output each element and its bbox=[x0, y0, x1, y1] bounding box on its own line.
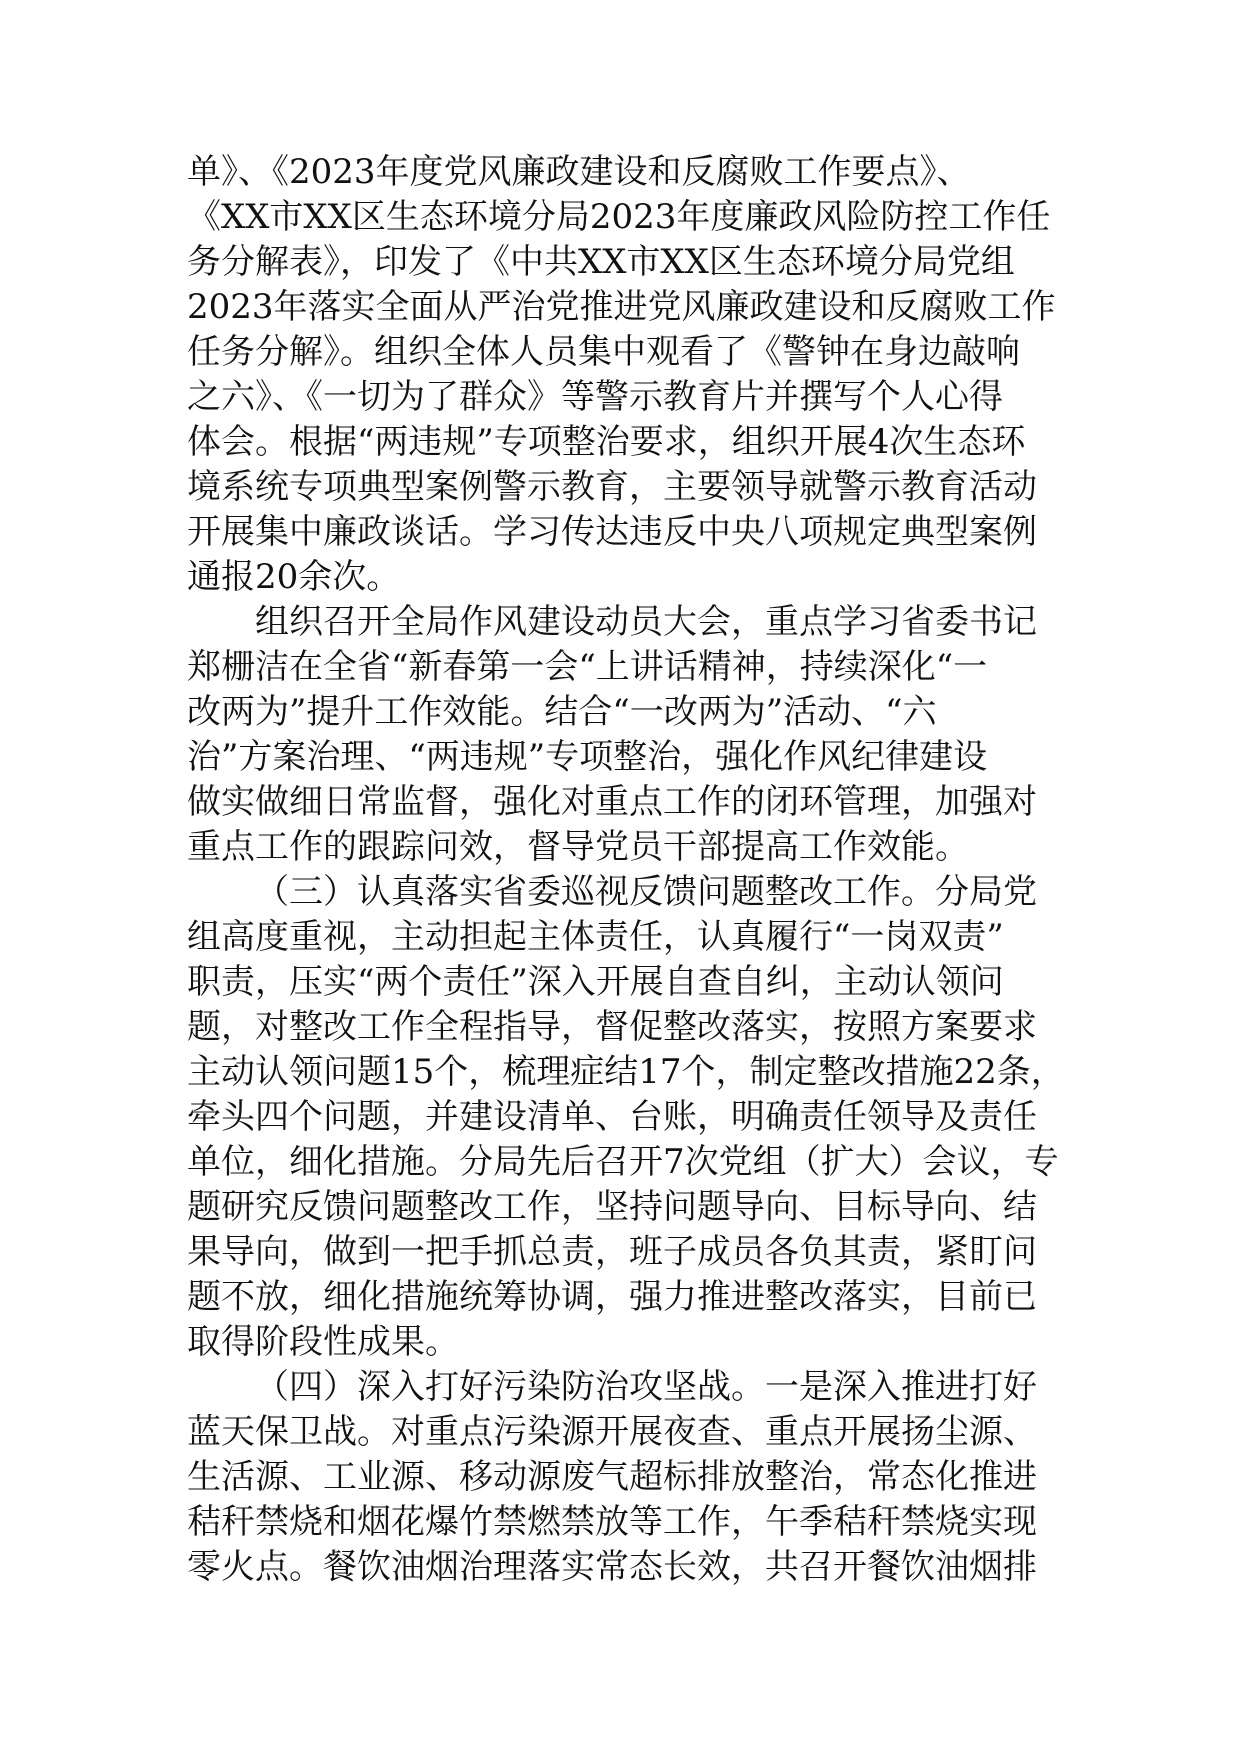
text-line: 治”方案治理、“两违规”专项整治，强化作风纪律建设 bbox=[187, 737, 988, 777]
text-line: 主动认领问题15个，梳理症结17个，制定整改措施22条， bbox=[187, 1052, 1065, 1092]
paragraph-2 bbox=[187, 600, 1067, 870]
text-line: 零火点。餐饮油烟治理落实常态长效，共召开餐饮油烟排 bbox=[187, 1547, 1037, 1587]
text-line: 《XX市XX区生态环境分局2023年度廉政风险防控工作任 bbox=[187, 197, 1051, 237]
text-line: 牵头四个问题，并建设清单、台账，明确责任领导及责任 bbox=[187, 1097, 1037, 1137]
text-line: 题不放，细化措施统筹协调，强力推进整改落实，目前已 bbox=[187, 1277, 1037, 1317]
text-line: 职责，压实“两个责任”深入开展自查自纠，主动认领问 bbox=[187, 962, 1004, 1002]
paragraph-3 bbox=[187, 870, 1067, 1365]
text-line: 生活源、工业源、移动源废气超标排放整治，常态化推进 bbox=[187, 1457, 1037, 1497]
text-line: 重点工作的跟踪问效，督导党员干部提高工作效能。 bbox=[187, 827, 969, 867]
text-line: 郑栅洁在全省“新春第一会“上讲话精神，持续深化“一 bbox=[187, 647, 988, 687]
text-line: 务分解表》，印发了《中共XX市XX区生态环境分局党组 bbox=[187, 242, 1015, 282]
text-line: 单》、《2023年度党风廉政建设和反腐败工作要点》、 bbox=[187, 152, 971, 192]
paragraph-1 bbox=[187, 150, 1067, 600]
text-line: 做实做细日常监督，强化对重点工作的闭环管理，加强对 bbox=[187, 782, 1037, 822]
document-page bbox=[187, 150, 1067, 1590]
text-line: 改两为”提升工作效能。结合“一改两为”活动、“六 bbox=[187, 692, 937, 732]
text-line: 组织召开全局作风建设动员大会，重点学习省委书记 bbox=[255, 602, 1037, 642]
text-line: 题研究反馈问题整改工作，坚持问题导向、目标导向、结 bbox=[187, 1187, 1037, 1227]
text-line: 组高度重视，主动担起主体责任，认真履行“一岗双责” bbox=[187, 917, 1004, 957]
text-line: 题，对整改工作全程指导，督促整改落实，按照方案要求 bbox=[187, 1007, 1037, 1047]
paragraph-4 bbox=[187, 1365, 1067, 1590]
text-line: 体会。根据“两违规”专项整治要求，组织开展4次生态环 bbox=[187, 422, 1026, 462]
text-line: 之六》、《一切为了群众》等警示教育片并撰写个人心得 bbox=[187, 377, 1003, 417]
text-line: 2023年落实全面从严治党推进党风廉政建设和反腐败工作 bbox=[187, 287, 1056, 327]
text-line: 蓝天保卫战。对重点污染源开展夜查、重点开展扬尘源、 bbox=[187, 1412, 1037, 1452]
text-line: 境系统专项典型案例警示教育，主要领导就警示教育活动 bbox=[187, 467, 1037, 507]
text-line: 单位，细化措施。分局先后召开7次党组（扩大）会议，专 bbox=[187, 1142, 1059, 1182]
text-line: 开展集中廉政谈话。学习传达违反中央八项规定典型案例 bbox=[187, 512, 1037, 552]
text-line: （三）认真落实省委巡视反馈问题整改工作。分局党 bbox=[255, 872, 1037, 912]
text-line: 任务分解》。组织全体人员集中观看了《警钟在身边敲响 bbox=[187, 332, 1020, 372]
text-line: 取得阶段性成果。 bbox=[187, 1322, 459, 1362]
text-line: 通报20余次。 bbox=[187, 557, 401, 597]
text-line: 秸秆禁烧和烟花爆竹禁燃禁放等工作，午季秸秆禁烧实现 bbox=[187, 1502, 1037, 1542]
text-line: 果导向，做到一把手抓总责，班子成员各负其责，紧盯问 bbox=[187, 1232, 1037, 1272]
text-line: （四）深入打好污染防治攻坚战。一是深入推进打好 bbox=[255, 1367, 1037, 1407]
